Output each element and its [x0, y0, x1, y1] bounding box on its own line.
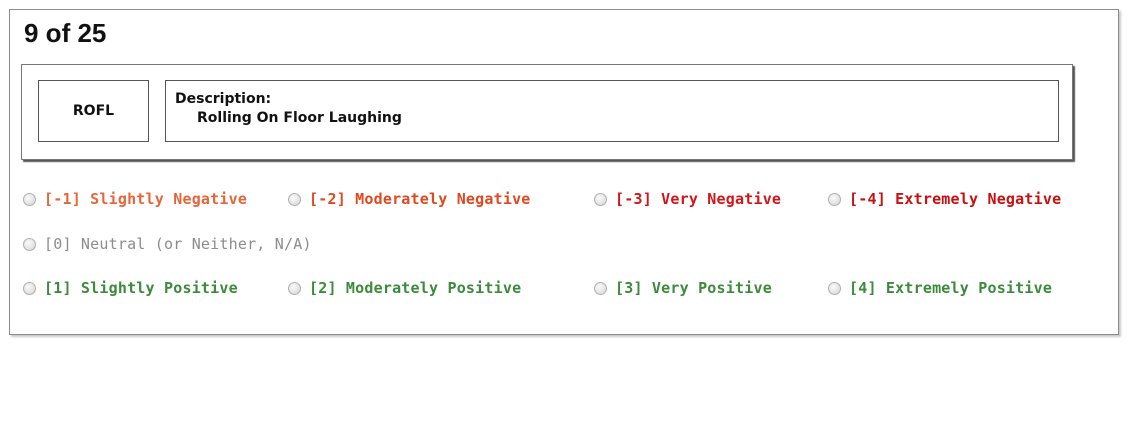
radio-icon[interactable]	[23, 282, 36, 295]
option-pos-2[interactable]	[288, 279, 521, 297]
option-pos-3[interactable]	[594, 279, 772, 297]
description-text: Rolling On Floor Laughing	[197, 110, 402, 126]
progress-counter: 9 of 25	[24, 18, 107, 48]
option-label: [0] Neutral (or Neither, N/A)	[44, 235, 312, 253]
term-label: ROFL	[72, 103, 115, 119]
radio-icon[interactable]	[594, 282, 607, 295]
radio-icon[interactable]	[828, 193, 841, 206]
neutral-options-row	[23, 235, 1113, 259]
option-neg-1[interactable]	[23, 190, 247, 208]
positive-options-row	[23, 279, 1113, 303]
option-neg-4[interactable]	[828, 190, 1061, 208]
option-label: [1] Slightly Positive	[44, 279, 238, 297]
description-box	[165, 80, 1059, 142]
option-neg-2[interactable]	[288, 190, 531, 208]
option-label: [-3] Very Negative	[615, 190, 782, 208]
option-label: [2] Moderately Positive	[309, 279, 522, 297]
option-label: [-1] Slightly Negative	[44, 190, 248, 208]
rating-panel	[9, 9, 1119, 335]
option-pos-4[interactable]	[828, 279, 1052, 297]
radio-icon[interactable]	[23, 238, 36, 251]
radio-icon[interactable]	[828, 282, 841, 295]
negative-options-row	[23, 190, 1113, 214]
option-pos-1[interactable]	[23, 279, 238, 297]
item-card	[21, 64, 1073, 160]
option-neg-3[interactable]	[594, 190, 781, 208]
option-label: [-4] Extremely Negative	[849, 190, 1062, 208]
radio-icon[interactable]	[23, 193, 36, 206]
term-box	[38, 80, 149, 142]
option-neutral[interactable]	[23, 235, 312, 253]
radio-icon[interactable]	[594, 193, 607, 206]
description-label: Description:	[175, 91, 272, 107]
option-label: [-2] Moderately Negative	[309, 190, 531, 208]
option-label: [4] Extremely Positive	[849, 279, 1053, 297]
radio-icon[interactable]	[288, 193, 301, 206]
option-label: [3] Very Positive	[615, 279, 772, 297]
radio-icon[interactable]	[288, 282, 301, 295]
